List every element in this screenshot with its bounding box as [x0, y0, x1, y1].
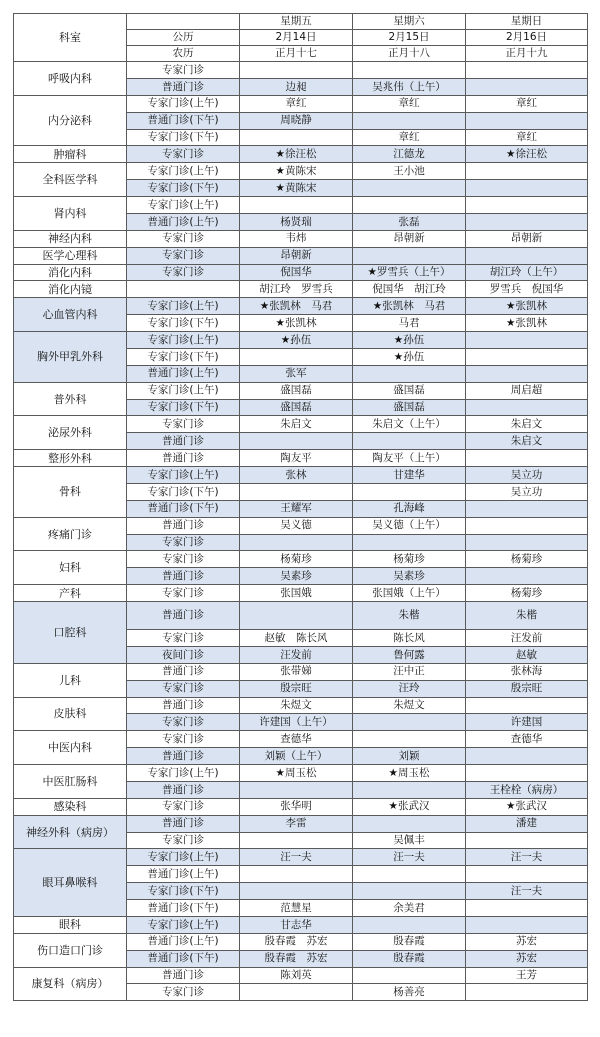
- doctor-cell: [240, 984, 353, 1001]
- doctor-cell: 周晓静: [240, 112, 353, 129]
- doctor-cell: 汪中正: [353, 663, 466, 680]
- doctor-cell: 吴义德（上午）: [353, 517, 466, 534]
- department-name: 皮肤科: [14, 697, 127, 731]
- department-name: 消化内科: [14, 264, 127, 281]
- doctor-cell: [240, 534, 353, 551]
- doctor-cell: 范慧星: [240, 900, 353, 917]
- doctor-cell: ★张凯林 马君: [240, 298, 353, 315]
- doctor-cell: 刘颖: [353, 748, 466, 765]
- clinic-type: 专家门诊(上午): [127, 163, 240, 180]
- doctor-cell: 刘颖（上午）: [240, 748, 353, 765]
- doctor-cell: [353, 180, 466, 197]
- doctor-cell: 苏宏: [466, 933, 588, 950]
- department-name: 儿科: [14, 663, 127, 697]
- schedule-row: [14, 298, 588, 315]
- clinic-schedule-table: [13, 13, 588, 1001]
- doctor-cell: 张林: [240, 467, 353, 484]
- doctor-cell: ★张凯林: [466, 315, 588, 332]
- weekday-saturday: 星期六: [353, 14, 466, 30]
- clinic-type: 普通门诊: [127, 697, 240, 714]
- clinic-type: 专家门诊(上午): [127, 95, 240, 112]
- doctor-cell: [466, 765, 588, 782]
- doctor-cell: [353, 781, 466, 798]
- doctor-cell: [466, 984, 588, 1001]
- lunar-date-saturday: 正月十八: [353, 46, 466, 62]
- doctor-cell: ★黄陈宋: [240, 180, 353, 197]
- doctor-cell: 殷春霞 苏宏: [240, 950, 353, 967]
- doctor-cell: 章红: [466, 95, 588, 112]
- doctor-cell: 陶友平（上午）: [353, 450, 466, 467]
- weekday-sunday: 星期日: [466, 14, 588, 30]
- dept-header: 科室: [14, 14, 127, 62]
- doctor-cell: [466, 748, 588, 765]
- doctor-cell: 殷宗旺: [466, 680, 588, 697]
- gregorian-date-sunday: 2月16日: [466, 30, 588, 46]
- clinic-type: 普通门诊: [127, 517, 240, 534]
- clinic-type: 专家门诊(下午): [127, 129, 240, 146]
- department-name: 泌尿外科: [14, 416, 127, 450]
- schedule-row: [14, 765, 588, 782]
- doctor-cell: 苏宏: [466, 950, 588, 967]
- doctor-cell: 昂朝新: [240, 247, 353, 264]
- clinic-type: 专家门诊(下午): [127, 883, 240, 900]
- department-name: 呼吸内科: [14, 62, 127, 96]
- doctor-cell: [353, 815, 466, 832]
- doctor-cell: 殷春霞: [353, 950, 466, 967]
- clinic-type: 专家门诊(下午): [127, 180, 240, 197]
- clinic-type: 专家门诊(下午): [127, 315, 240, 332]
- weekday-friday: 星期五: [240, 14, 353, 30]
- doctor-cell: 甘志华: [240, 916, 353, 933]
- clinic-type: 专家门诊: [127, 984, 240, 1001]
- doctor-cell: [466, 365, 588, 382]
- clinic-type: 普通门诊: [127, 781, 240, 798]
- doctor-cell: 盛国磊: [353, 382, 466, 399]
- doctor-cell: [353, 916, 466, 933]
- department-name: 骨科: [14, 467, 127, 518]
- clinic-type: 专家门诊(上午): [127, 467, 240, 484]
- doctor-cell: [466, 62, 588, 79]
- doctor-cell: 吴兆伟（上午）: [353, 78, 466, 95]
- schedule-row: [14, 697, 588, 714]
- doctor-cell: 朱启文: [466, 433, 588, 450]
- schedule-row: [14, 916, 588, 933]
- clinic-type: 普通门诊: [127, 450, 240, 467]
- doctor-cell: [240, 483, 353, 500]
- doctor-cell: 昂朝新: [353, 230, 466, 247]
- doctor-cell: 王栓栓（病房）: [466, 781, 588, 798]
- clinic-type: 普通门诊: [127, 602, 240, 630]
- schedule-row: [14, 416, 588, 433]
- doctor-cell: 朱煜文: [353, 697, 466, 714]
- clinic-type: [127, 281, 240, 298]
- doctor-cell: 吴素珍: [353, 568, 466, 585]
- doctor-cell: [466, 112, 588, 129]
- doctor-cell: 殷春霞 苏宏: [240, 933, 353, 950]
- clinic-type: 专家门诊(下午): [127, 483, 240, 500]
- doctor-cell: 汪发前: [466, 630, 588, 647]
- clinic-type: 普通门诊(上午): [127, 866, 240, 883]
- doctor-cell: 昂朝新: [466, 230, 588, 247]
- doctor-cell: ★徐汪松: [466, 146, 588, 163]
- department-name: 心血管内科: [14, 298, 127, 332]
- doctor-cell: [240, 129, 353, 146]
- department-name: 眼耳鼻喉科: [14, 849, 127, 917]
- doctor-cell: [240, 348, 353, 365]
- department-name: 神经内科: [14, 230, 127, 247]
- department-name: 眼科: [14, 916, 127, 933]
- department-name: 胸外甲乳外科: [14, 332, 127, 383]
- department-name: 全科医学科: [14, 163, 127, 197]
- doctor-cell: 杨菊珍: [466, 585, 588, 602]
- doctor-cell: ★孙伍: [353, 348, 466, 365]
- schedule-row: [14, 731, 588, 748]
- header-blank-cell: [127, 14, 240, 30]
- doctor-cell: ★周玉松: [353, 765, 466, 782]
- doctor-cell: 章红: [240, 95, 353, 112]
- doctor-cell: 汪一夫: [353, 849, 466, 866]
- doctor-cell: 杨善亮: [353, 984, 466, 1001]
- doctor-cell: 张带娣: [240, 663, 353, 680]
- doctor-cell: 赵敏 陈长风: [240, 630, 353, 647]
- doctor-cell: ★黄陈宋: [240, 163, 353, 180]
- clinic-type: 普通门诊: [127, 748, 240, 765]
- department-name: 康复科（病房）: [14, 967, 127, 1001]
- doctor-cell: ★罗雪兵（上午）: [353, 264, 466, 281]
- doctor-cell: 李雷: [240, 815, 353, 832]
- doctor-cell: 章红: [353, 95, 466, 112]
- department-name: 伤口造口门诊: [14, 933, 127, 967]
- doctor-cell: ★孙伍: [353, 332, 466, 349]
- lunar-date-sunday: 正月十九: [466, 46, 588, 62]
- doctor-cell: [466, 866, 588, 883]
- doctor-cell: [353, 483, 466, 500]
- doctor-cell: [353, 534, 466, 551]
- clinic-type: 普通门诊(上午): [127, 933, 240, 950]
- doctor-cell: [466, 450, 588, 467]
- clinic-type: 专家门诊(上午): [127, 849, 240, 866]
- doctor-cell: 杨菊珍: [466, 551, 588, 568]
- doctor-cell: 余美君: [353, 900, 466, 917]
- doctor-cell: 朱楷: [466, 602, 588, 630]
- doctor-cell: 吴义德: [240, 517, 353, 534]
- doctor-cell: 江德龙: [353, 146, 466, 163]
- clinic-type: 普通门诊: [127, 815, 240, 832]
- doctor-cell: [353, 731, 466, 748]
- clinic-type: 专家门诊(下午): [127, 399, 240, 416]
- doctor-cell: [240, 866, 353, 883]
- department-name: 医学心理科: [14, 247, 127, 264]
- schedule-row: [14, 933, 588, 950]
- clinic-type: 专家门诊: [127, 630, 240, 647]
- schedule-row: [14, 602, 588, 630]
- department-name: 中医肛肠科: [14, 765, 127, 799]
- clinic-type: 普通门诊: [127, 78, 240, 95]
- gregorian-label: 公历: [127, 30, 240, 46]
- department-name: 感染科: [14, 798, 127, 815]
- department-name: 普外科: [14, 382, 127, 416]
- doctor-cell: 汪一夫: [466, 849, 588, 866]
- clinic-type: 专家门诊(上午): [127, 197, 240, 214]
- department-name: 整形外科: [14, 450, 127, 467]
- gregorian-date-saturday: 2月15日: [353, 30, 466, 46]
- doctor-cell: 吴立功: [466, 483, 588, 500]
- doctor-cell: ★张武汉: [466, 798, 588, 815]
- doctor-cell: 查德华: [466, 731, 588, 748]
- doctor-cell: 殷春霞: [353, 933, 466, 950]
- clinic-type: 专家门诊: [127, 731, 240, 748]
- doctor-cell: [466, 78, 588, 95]
- clinic-type: 普通门诊(下午): [127, 112, 240, 129]
- clinic-type: 普通门诊(下午): [127, 950, 240, 967]
- clinic-type: 普通门诊(下午): [127, 900, 240, 917]
- doctor-cell: 章红: [466, 129, 588, 146]
- clinic-type: 专家门诊(上午): [127, 765, 240, 782]
- clinic-type: 专家门诊: [127, 585, 240, 602]
- doctor-cell: 殷宗旺: [240, 680, 353, 697]
- doctor-cell: 陈长风: [353, 630, 466, 647]
- doctor-cell: 陈刘英: [240, 967, 353, 984]
- clinic-type: 专家门诊(上午): [127, 916, 240, 933]
- doctor-cell: 胡江玲（上午）: [466, 264, 588, 281]
- schedule-row: [14, 163, 588, 180]
- doctor-cell: 查德华: [240, 731, 353, 748]
- doctor-cell: 朱煜文: [240, 697, 353, 714]
- department-name: 妇科: [14, 551, 127, 585]
- doctor-cell: [240, 433, 353, 450]
- doctor-cell: 汪玲: [353, 680, 466, 697]
- schedule-row: [14, 551, 588, 568]
- doctor-cell: 张国娥（上午）: [353, 585, 466, 602]
- schedule-row: [14, 247, 588, 264]
- clinic-type: 专家门诊: [127, 714, 240, 731]
- doctor-cell: 盛国磊: [240, 382, 353, 399]
- doctor-cell: 汪一夫: [240, 849, 353, 866]
- doctor-cell: 王耀军: [240, 500, 353, 517]
- doctor-cell: [466, 163, 588, 180]
- doctor-cell: ★周玉松: [240, 765, 353, 782]
- department-name: 神经外科（病房）: [14, 815, 127, 849]
- schedule-row: [14, 517, 588, 534]
- clinic-type: 普通门诊: [127, 568, 240, 585]
- doctor-cell: [240, 602, 353, 630]
- doctor-cell: [240, 883, 353, 900]
- doctor-cell: 张军: [240, 365, 353, 382]
- doctor-cell: 罗雪兵 倪国华: [466, 281, 588, 298]
- doctor-cell: 吴立功: [466, 467, 588, 484]
- gregorian-date-friday: 2月14日: [240, 30, 353, 46]
- doctor-cell: 杨菊珍: [353, 551, 466, 568]
- doctor-cell: 鲁何露: [353, 646, 466, 663]
- doctor-cell: 胡江玲 罗雪兵: [240, 281, 353, 298]
- lunar-date-friday: 正月十七: [240, 46, 353, 62]
- clinic-type: 专家门诊(上午): [127, 332, 240, 349]
- schedule-row: [14, 264, 588, 281]
- clinic-type: 夜间门诊: [127, 646, 240, 663]
- clinic-type: 专家门诊: [127, 247, 240, 264]
- department-name: 内分泌科: [14, 95, 127, 146]
- doctor-cell: [466, 534, 588, 551]
- doctor-cell: [466, 399, 588, 416]
- doctor-cell: [466, 197, 588, 214]
- doctor-cell: 盛国磊: [240, 399, 353, 416]
- doctor-cell: [466, 332, 588, 349]
- doctor-cell: 赵敏: [466, 646, 588, 663]
- doctor-cell: [240, 62, 353, 79]
- clinic-type: 普通门诊: [127, 967, 240, 984]
- doctor-cell: ★张凯林 马君: [353, 298, 466, 315]
- doctor-cell: [466, 348, 588, 365]
- doctor-cell: 朱启文（上午）: [353, 416, 466, 433]
- doctor-cell: [466, 568, 588, 585]
- doctor-cell: 王芳: [466, 967, 588, 984]
- doctor-cell: 孔海峰: [353, 500, 466, 517]
- doctor-cell: [353, 112, 466, 129]
- doctor-cell: [466, 500, 588, 517]
- doctor-cell: 倪国华 胡江玲: [353, 281, 466, 298]
- doctor-cell: 吴素珍: [240, 568, 353, 585]
- schedule-row: [14, 382, 588, 399]
- doctor-cell: 汪一夫: [466, 883, 588, 900]
- doctor-cell: [353, 714, 466, 731]
- doctor-cell: [353, 365, 466, 382]
- doctor-cell: 韦炜: [240, 230, 353, 247]
- doctor-cell: 边昶: [240, 78, 353, 95]
- doctor-cell: 周启超: [466, 382, 588, 399]
- doctor-cell: [466, 213, 588, 230]
- doctor-cell: [466, 247, 588, 264]
- doctor-cell: [353, 883, 466, 900]
- doctor-cell: [353, 197, 466, 214]
- doctor-cell: 倪国华: [240, 264, 353, 281]
- doctor-cell: 张林海: [466, 663, 588, 680]
- clinic-type: 普通门诊(上午): [127, 365, 240, 382]
- doctor-cell: [466, 517, 588, 534]
- doctor-cell: 张华明: [240, 798, 353, 815]
- doctor-cell: [353, 433, 466, 450]
- clinic-type: 普通门诊: [127, 663, 240, 680]
- doctor-cell: [353, 62, 466, 79]
- doctor-cell: [240, 197, 353, 214]
- doctor-cell: ★张凯林: [466, 298, 588, 315]
- department-name: 肿瘤科: [14, 146, 127, 163]
- doctor-cell: 杨菊珍: [240, 551, 353, 568]
- header-weekday-row: [14, 14, 588, 30]
- doctor-cell: ★孙伍: [240, 332, 353, 349]
- department-name: 口腔科: [14, 602, 127, 664]
- doctor-cell: [466, 697, 588, 714]
- schedule-body: [14, 14, 588, 1001]
- schedule-row: [14, 281, 588, 298]
- schedule-row: [14, 95, 588, 112]
- schedule-row: [14, 332, 588, 349]
- clinic-type: 专家门诊(下午): [127, 348, 240, 365]
- doctor-cell: 张磊: [353, 213, 466, 230]
- schedule-row: [14, 230, 588, 247]
- doctor-cell: 盛国磊: [353, 399, 466, 416]
- doctor-cell: ★张武汉: [353, 798, 466, 815]
- clinic-type: 普通门诊: [127, 433, 240, 450]
- schedule-row: [14, 967, 588, 984]
- lunar-label: 农历: [127, 46, 240, 62]
- doctor-cell: [353, 967, 466, 984]
- doctor-cell: [240, 832, 353, 849]
- doctor-cell: 甘建华: [353, 467, 466, 484]
- schedule-row: [14, 663, 588, 680]
- department-name: 疼痛门诊: [14, 517, 127, 551]
- schedule-row: [14, 62, 588, 79]
- department-name: 消化内镜: [14, 281, 127, 298]
- schedule-row: [14, 450, 588, 467]
- doctor-cell: 王小池: [353, 163, 466, 180]
- doctor-cell: 马君: [353, 315, 466, 332]
- doctor-cell: 朱楷: [353, 602, 466, 630]
- doctor-cell: 潘建: [466, 815, 588, 832]
- doctor-cell: 吴佩丰: [353, 832, 466, 849]
- doctor-cell: [353, 866, 466, 883]
- doctor-cell: [466, 900, 588, 917]
- clinic-type: 专家门诊: [127, 680, 240, 697]
- clinic-type: 普通门诊(上午): [127, 213, 240, 230]
- doctor-cell: 汪发前: [240, 646, 353, 663]
- doctor-cell: 朱启文: [466, 416, 588, 433]
- doctor-cell: [466, 916, 588, 933]
- doctor-cell: 张国娥: [240, 585, 353, 602]
- schedule-row: [14, 798, 588, 815]
- doctor-cell: [353, 247, 466, 264]
- department-name: 肾内科: [14, 197, 127, 231]
- doctor-cell: [466, 180, 588, 197]
- clinic-type: 专家门诊: [127, 832, 240, 849]
- clinic-type: 专家门诊(上午): [127, 382, 240, 399]
- doctor-cell: 陶友平: [240, 450, 353, 467]
- clinic-type: 专家门诊: [127, 416, 240, 433]
- doctor-cell: [466, 832, 588, 849]
- clinic-type: 专家门诊: [127, 551, 240, 568]
- doctor-cell: 章红: [353, 129, 466, 146]
- department-name: 产科: [14, 585, 127, 602]
- schedule-row: [14, 146, 588, 163]
- doctor-cell: [240, 781, 353, 798]
- schedule-row: [14, 815, 588, 832]
- doctor-cell: ★张凯林: [240, 315, 353, 332]
- clinic-type: 专家门诊: [127, 62, 240, 79]
- doctor-cell: ★徐汪松: [240, 146, 353, 163]
- clinic-type: 普通门诊(下午): [127, 500, 240, 517]
- schedule-row: [14, 197, 588, 214]
- doctor-cell: 许建国（上午）: [240, 714, 353, 731]
- clinic-type: 专家门诊: [127, 264, 240, 281]
- clinic-type: 专家门诊: [127, 146, 240, 163]
- clinic-type: 专家门诊(上午): [127, 298, 240, 315]
- department-name: 中医内科: [14, 731, 127, 765]
- schedule-row: [14, 849, 588, 866]
- clinic-type: 专家门诊: [127, 230, 240, 247]
- clinic-type: 专家门诊: [127, 798, 240, 815]
- doctor-cell: 朱启文: [240, 416, 353, 433]
- doctor-cell: 杨贤瑞: [240, 213, 353, 230]
- schedule-row: [14, 467, 588, 484]
- clinic-type: 专家门诊: [127, 534, 240, 551]
- doctor-cell: 许建国: [466, 714, 588, 731]
- schedule-row: [14, 585, 588, 602]
